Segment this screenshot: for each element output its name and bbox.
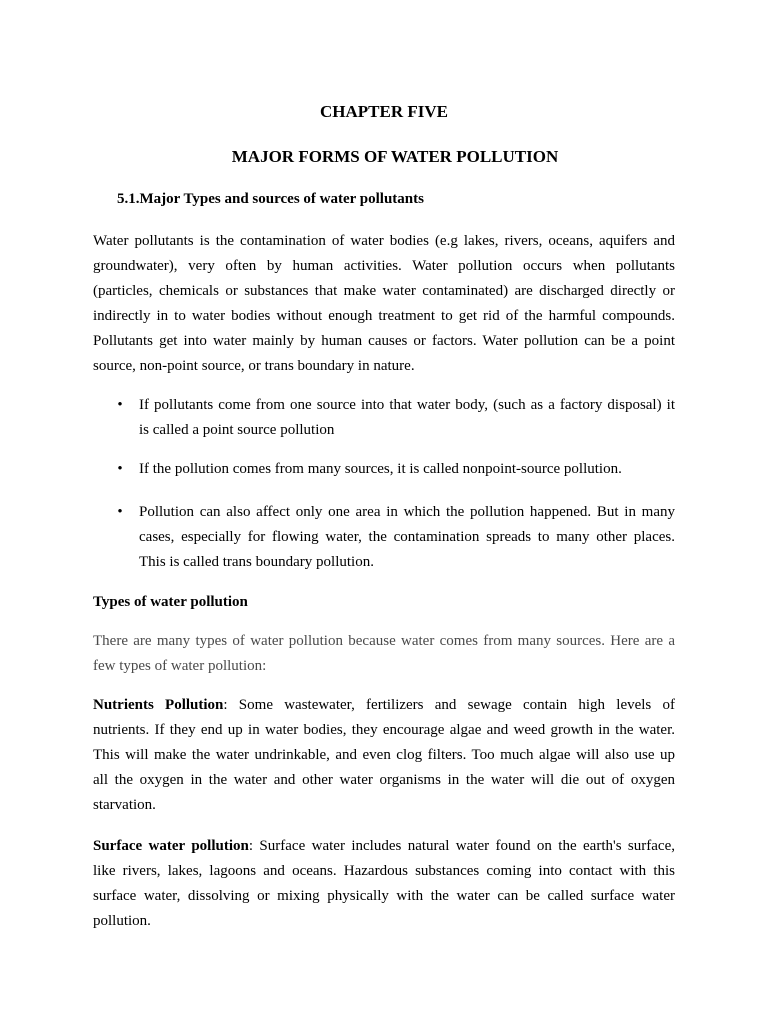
types-intro-paragraph bbox=[93, 629, 675, 679]
intro-line: source, non-point source, or trans boundary in nature. bbox=[93, 358, 415, 374]
bullet-line: cases, especially for flowing water, the contamination spreads to many other places. bbox=[139, 529, 675, 545]
nutrients-paragraph bbox=[93, 693, 675, 818]
intro-line: Pollutants get into water mainly by human causes or factors. Water pollution can be a point bbox=[93, 333, 675, 349]
bullet-icon: • bbox=[117, 397, 123, 413]
types-heading: Types of water pollution bbox=[93, 594, 248, 610]
surface-paragraph bbox=[93, 834, 675, 934]
bullet-line: This is called trans boundary pollution. bbox=[139, 554, 374, 570]
bullet-icon: • bbox=[117, 504, 123, 520]
nutrients-line: starvation. bbox=[93, 797, 156, 813]
bullet-line: If pollutants come from one source into that water body, (such as a factory disposal) it bbox=[139, 397, 675, 413]
surface-first-line-text: : Surface water includes natural water found on the earth's surface, bbox=[248, 838, 675, 854]
types-intro-line: few types of water pollution: bbox=[93, 658, 267, 674]
nutrients-term: Nutrients Pollution bbox=[93, 697, 224, 713]
surface-line bbox=[93, 834, 675, 859]
intro-line: (particles, chemicals or substances that make water contaminated) are discharged directly or bbox=[93, 283, 675, 299]
nutrients-line: This will make the water undrinkable, and even clog filters. Too much algae will also use up bbox=[93, 747, 675, 763]
types-intro-line: There are many types of water pollution because water comes from many sources. Here are a bbox=[93, 633, 675, 649]
surface-term: Surface water pollution bbox=[93, 838, 249, 854]
intro-paragraph bbox=[93, 229, 675, 379]
nutrients-line bbox=[93, 693, 675, 718]
surface-line: like rivers, lakes, lagoons and oceans. Hazardous substances coming into contact with this bbox=[93, 863, 675, 879]
chapter-label: CHAPTER FIVE bbox=[320, 102, 448, 121]
intro-line: indirectly in to water bodies without enough treatment to get rid of the harmful compounds. bbox=[93, 308, 675, 324]
bullet-line: is called a point source pollution bbox=[139, 422, 335, 438]
chapter-title: MAJOR FORMS OF WATER POLLUTION bbox=[231, 147, 559, 166]
intro-line: Water pollutants is the contamination of water bodies (e.g lakes, rivers, oceans, aquifers and bbox=[93, 233, 675, 249]
bullet-icon: • bbox=[117, 461, 123, 477]
nutrients-line: all the oxygen in the water and other water organisms in the water will die out of oxygen bbox=[93, 772, 675, 788]
surface-line: surface water, dissolving or mixing physically with the water can be called surface water bbox=[93, 888, 675, 904]
nutrients-first-line-text: : Some wastewater, fertilizers and sewage contain high levels of bbox=[223, 697, 675, 713]
bullet-line: Pollution can also affect only one area in which the pollution happened. But in many bbox=[139, 504, 675, 520]
intro-line: groundwater), very often by human activities. Water pollution occurs when pollutants bbox=[93, 258, 675, 274]
surface-line: pollution. bbox=[93, 913, 151, 929]
nutrients-line: nutrients. If they end up in water bodies, they encourage algae and weed growth in the water. bbox=[93, 722, 675, 738]
section-heading: 5.1.Major Types and sources of water pollutants bbox=[117, 191, 424, 207]
bullet-line: If the pollution comes from many sources, it is called nonpoint-source pollution. bbox=[139, 461, 622, 477]
